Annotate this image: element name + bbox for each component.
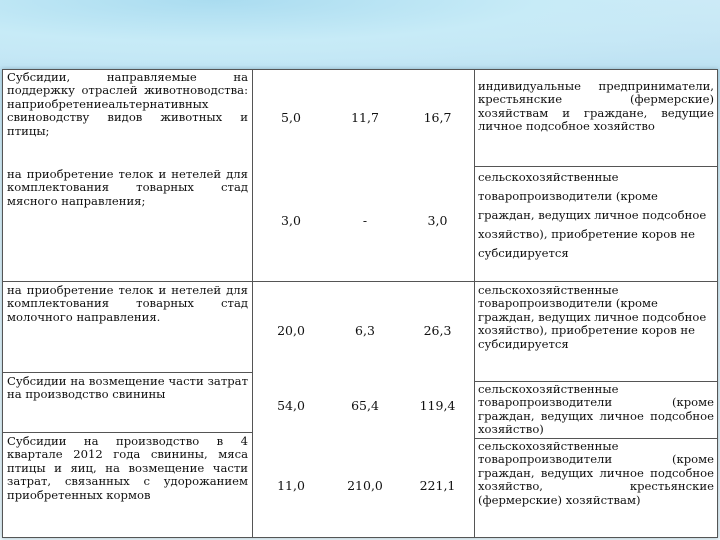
value-cell: 16,7 — [423, 110, 452, 126]
table-row-description: Субсидии, направляемые на поддержку отраслей животноводства: наприобретениеальтернативных свиноводству видов животных и птицы; — [7, 70, 248, 138]
value-cell: 65,4 — [351, 398, 379, 414]
table-row-recipients: сельскохозяйственные товаропроизводители (кроме граждан, ведущих личное подсобное хозяйство) — [478, 382, 714, 437]
value-cell: 11,7 — [351, 110, 379, 126]
value-cell: 3,0 — [427, 213, 448, 229]
value-cell: 210,0 — [347, 478, 383, 494]
table-row-description: Субсидии на производство в 4 квартале 2012 года свинины, мяса птицы и яиц, на возмещение части затрат, связанных с удорожанием приобретенных кормов — [7, 434, 248, 502]
row-divider — [3, 372, 252, 373]
table-row-recipients: сельскохозяйственные товаропроизводители (кроме граждан, ведущих личное подсобное хозяйство), приобретение коров не субсидируется — [478, 283, 707, 351]
table-row-description: Субсидии на возмещение части затрат на производство свинины — [7, 374, 248, 402]
table-row-recipients: сельскохозяйственные товаропроизводители (кроме граждан, ведущих личное подсобное хозяйство), приобретение коров не субсидируется — [478, 170, 707, 260]
value-cell: 54,0 — [277, 398, 305, 414]
subsidy-table — [2, 69, 718, 538]
value-cell: 221,1 — [419, 478, 456, 494]
value-cell: 6,3 — [355, 323, 375, 339]
value-cell: - — [362, 213, 368, 229]
value-cell: 5,0 — [281, 110, 301, 126]
value-cell: 119,4 — [419, 398, 456, 414]
table-row-recipients: индивидуальные предприниматели, крестьянские (фермерские) хозяйствам и граждане, ведущие личное подсобное хозяйство — [478, 79, 714, 134]
value-cell: 3,0 — [281, 213, 301, 229]
table-row-recipients: сельскохозяйственные товаропроизводители (кроме граждан, ведущих личное подсобное хозяйство, крестьянские (фермерские) хозяйствам) — [478, 439, 714, 507]
value-cell: 26,3 — [423, 323, 452, 339]
row-divider — [3, 281, 717, 282]
slide-header-band — [0, 0, 720, 66]
value-cell: 11,0 — [277, 478, 305, 494]
table-row-description: на приобретение телок и нетелей для комплектования товарных стад молочного направления. — [7, 283, 248, 324]
row-divider — [3, 432, 252, 433]
value-cell: 20,0 — [277, 323, 305, 339]
table-row-description: на приобретение телок и нетелей для комплектования товарных стад мясного направления; — [7, 167, 248, 208]
